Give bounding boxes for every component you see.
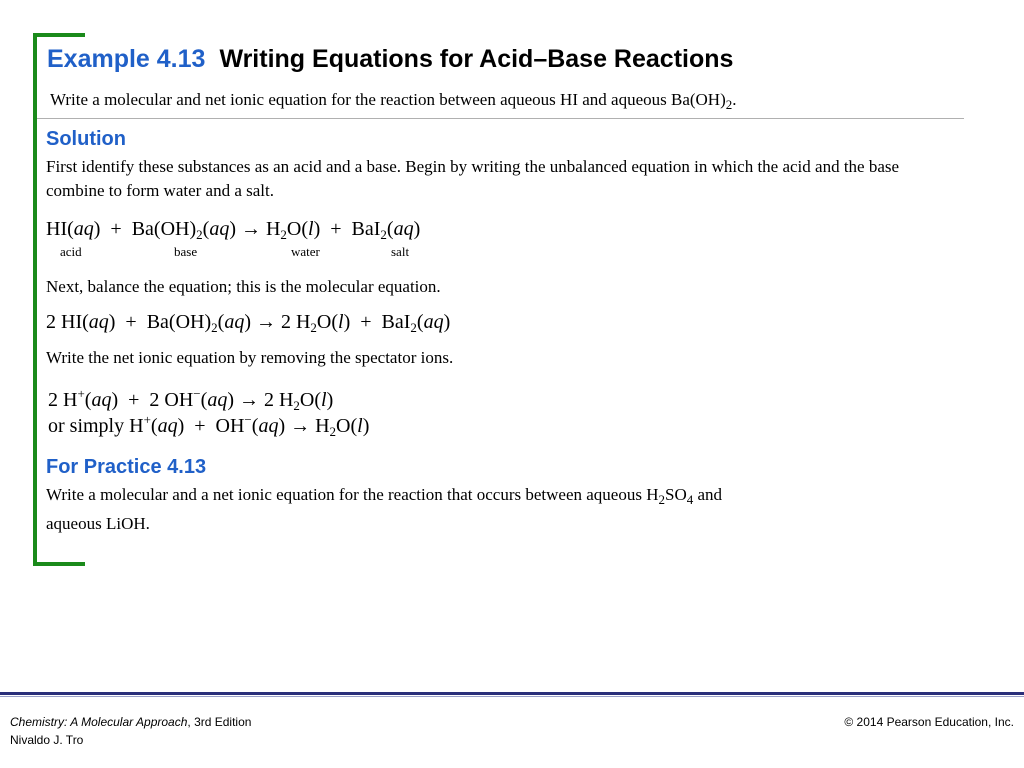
problem-prompt: Write a molecular and net ionic equation for the reaction between aqueous HI and aqueous $Ba(OH)_2$.	[50, 90, 737, 112]
simplified-net-ionic-equation: or simply $H^+(aq) + OH^-(aq) \to H_2O(l)$	[48, 412, 370, 439]
balanced-equation: 2 $HI(aq) + Ba(OH)_2(aq) \to 2$ $H_2O(l) + BaI_2(aq)$	[46, 311, 451, 335]
divider	[37, 118, 964, 119]
title-text: Writing Equations for Acid–Base Reactions	[219, 45, 734, 73]
footer-divider	[0, 692, 1024, 695]
green-bracket-bottom	[33, 562, 85, 566]
unbalanced-equation: $HI(aq) + Ba(OH)_2(aq) \to H_2O(l) + BaI_2(aq)$	[46, 218, 421, 242]
practice-text: Write a molecular and a net ionic equation for the reaction that occurs between aqueous $H_2SO_4$ and aqueous LiOH.	[46, 485, 723, 533]
net-ionic-equation: 2 H+(aq) + 2 OH−(aq) → 2 $H_2O(l)$	[48, 386, 334, 413]
solution-paragraph-1: First identify these substances as an acid and a base. Begin by writing the unbalanced equation in which the acid and the base combine to form water and a salt.	[46, 157, 900, 200]
footer-author: Nivaldo J. Tro	[10, 733, 84, 747]
solution-heading: Solution	[46, 128, 126, 150]
page-title	[47, 45, 733, 74]
label-base: base	[174, 244, 198, 259]
footer-book: Chemistry: A Molecular Approach, 3rd Edition	[10, 715, 252, 729]
practice-heading: For Practice 4.13	[46, 456, 207, 478]
example-number: Example 4.13	[47, 45, 206, 73]
green-bracket-top	[33, 33, 85, 37]
solution-paragraph-3: Write the net ionic equation by removing the spectator ions.	[46, 348, 454, 367]
green-bracket-vertical	[33, 33, 37, 566]
label-water: water	[291, 244, 320, 259]
label-acid: acid	[60, 244, 82, 259]
solution-paragraph-2: Next, balance the equation; this is the molecular equation.	[46, 277, 441, 296]
footer-copyright: © 2014 Pearson Education, Inc.	[844, 715, 1014, 729]
footer-divider-thin	[0, 696, 1024, 697]
label-salt: salt	[391, 244, 410, 259]
